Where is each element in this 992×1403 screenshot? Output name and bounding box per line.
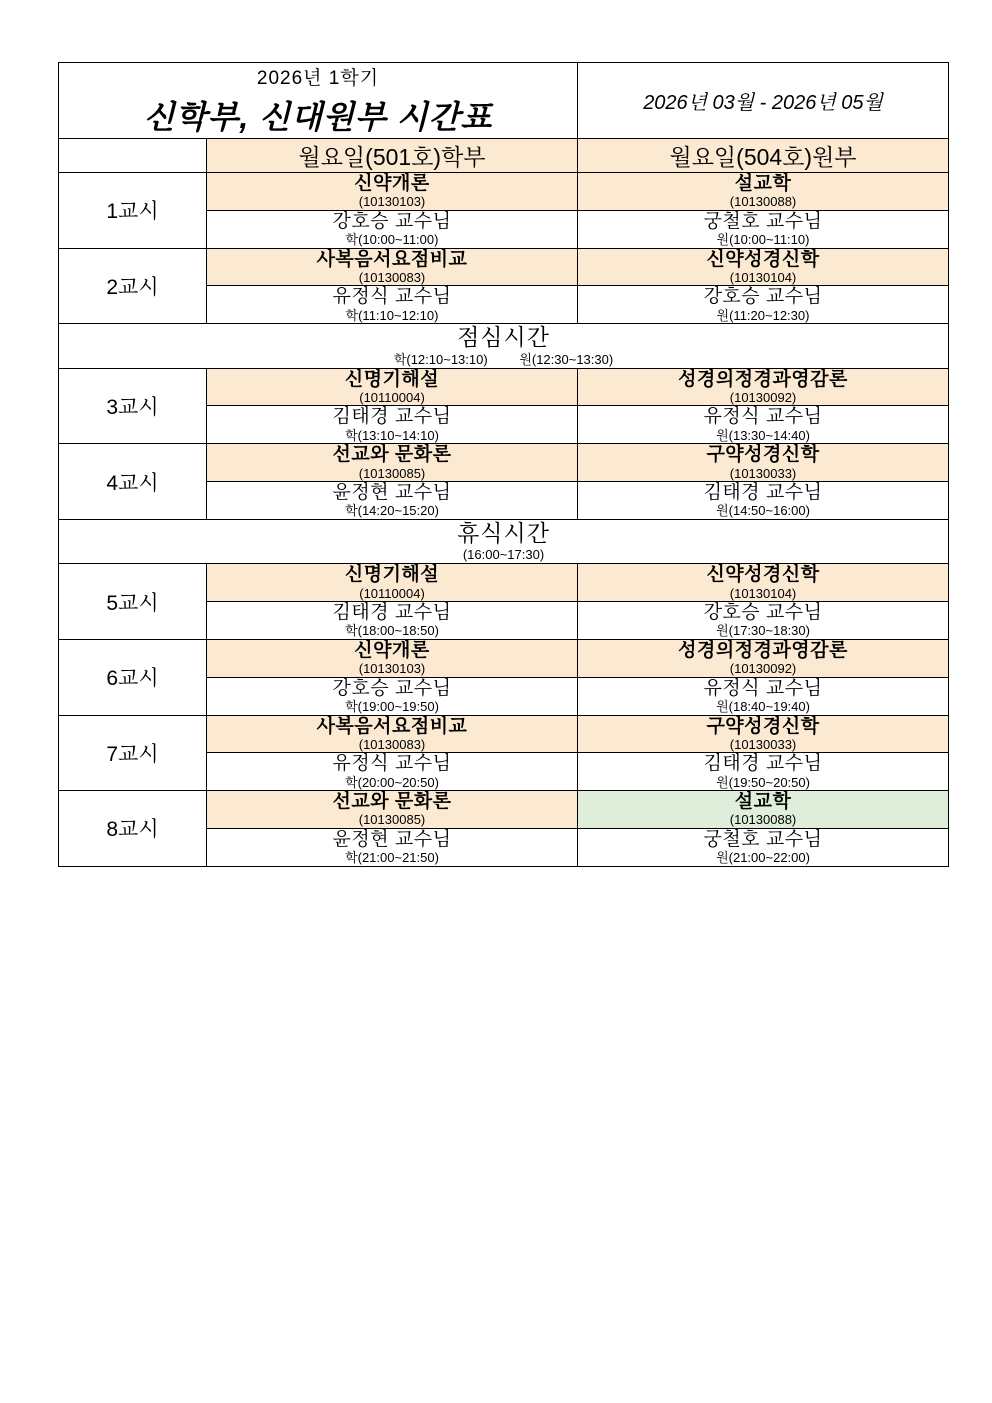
- course-code: (10110004): [359, 389, 425, 405]
- course-cell-highlighted: [578, 791, 949, 829]
- professor-cell: [578, 406, 949, 444]
- column-header-row: [59, 139, 949, 173]
- lunch-break-cell: [59, 324, 949, 368]
- class-time: 학(11:10~12:10): [345, 307, 439, 323]
- schedule-document: [58, 62, 948, 867]
- professor-name: 강호승 교수님: [703, 602, 823, 624]
- professor-name: 김태경 교수님: [703, 482, 823, 504]
- column-header-graduate: 월요일(504호)원부: [578, 139, 949, 173]
- professor-cell: [207, 210, 578, 248]
- professor-name: 궁철호 교수님: [703, 210, 823, 232]
- table-row: [59, 715, 949, 753]
- course-code: (10130104): [729, 585, 797, 601]
- course-code: (10130092): [729, 661, 797, 677]
- class-time: 원(13:30~14:40): [716, 427, 810, 443]
- rest-title: 휴식시간: [457, 519, 550, 546]
- course-cell: [578, 444, 949, 482]
- class-time: 원(11:20~12:30): [716, 307, 810, 323]
- course-cell: [578, 639, 949, 677]
- professor-name: 윤정현 교수님: [332, 482, 452, 504]
- course-name: 설교학: [734, 173, 792, 194]
- period-label: 4교시: [59, 444, 207, 520]
- course-code: (10130083): [358, 269, 426, 285]
- class-time: 원(14:50~16:00): [716, 503, 810, 519]
- table-row: [59, 639, 949, 677]
- document-header-row: [59, 63, 949, 139]
- table-row: [59, 564, 949, 602]
- class-time: 원(10:00~11:10): [716, 232, 810, 248]
- professor-name: 유정식 교수님: [332, 753, 452, 775]
- professor-cell: [578, 210, 949, 248]
- course-code: (10130085): [358, 812, 426, 828]
- period-label: 6교시: [59, 639, 207, 715]
- professor-cell: [578, 753, 949, 791]
- class-time: 원(19:50~20:50): [716, 774, 810, 790]
- schedule-table: [58, 62, 949, 867]
- rest-time: (16:00~17:30): [462, 547, 545, 563]
- class-time: 학(21:00~21:50): [345, 850, 439, 866]
- course-cell: [207, 791, 578, 829]
- course-name: 신약성경신학: [706, 564, 820, 586]
- course-name: 신명기해설: [344, 368, 440, 390]
- professor-name: 유정식 교수님: [703, 677, 823, 699]
- course-code: (10130088): [729, 194, 797, 210]
- course-cell: [207, 248, 578, 286]
- professor-name: 유정식 교수님: [703, 406, 823, 428]
- table-row: [59, 444, 949, 482]
- course-code: (10130092): [729, 389, 797, 405]
- professor-cell: [578, 602, 949, 640]
- course-name: 신약개론: [354, 639, 430, 661]
- rest-break-row: [59, 519, 949, 563]
- professor-cell: [207, 602, 578, 640]
- professor-name: 강호승 교수님: [332, 677, 452, 699]
- table-row: [59, 173, 949, 211]
- date-range-cell: 2026년 03월 - 2026년 05월: [578, 63, 949, 139]
- period-label: 7교시: [59, 715, 207, 791]
- course-code: (10130104): [729, 269, 797, 285]
- course-code: (10110004): [359, 585, 425, 601]
- professor-cell: [207, 677, 578, 715]
- table-row: [59, 368, 949, 406]
- course-code: (10130083): [358, 736, 426, 752]
- course-cell: [578, 564, 949, 602]
- page-title: 신학부, 신대원부 시간표: [143, 99, 493, 135]
- course-name: 구약성경신학: [706, 715, 820, 737]
- class-time: 학(13:10~14:10): [345, 427, 439, 443]
- lunch-time-undergrad: 학(12:10~13:10): [393, 351, 488, 367]
- professor-cell: [578, 677, 949, 715]
- professor-name: 강호승 교수님: [703, 286, 823, 308]
- period-label: 1교시: [59, 173, 207, 249]
- course-name: 선교와 문화론: [332, 791, 452, 813]
- course-code: (10130103): [358, 194, 426, 210]
- course-code: (10130103): [358, 661, 426, 677]
- course-name: 사복음서요점비교: [316, 248, 468, 270]
- professor-cell: [578, 286, 949, 324]
- course-code: (10130088): [729, 812, 797, 828]
- course-name: 성경의정경과영감론: [678, 639, 848, 661]
- class-time: 학(18:00~18:50): [345, 623, 439, 639]
- semester-label: 2026년 1학기: [256, 68, 380, 89]
- class-time: 원(18:40~19:40): [716, 698, 810, 714]
- course-name: 사복음서요점비교: [316, 715, 468, 737]
- professor-name: 윤정현 교수님: [332, 828, 452, 850]
- professor-name: 김태경 교수님: [703, 753, 823, 775]
- rest-break-cell: [59, 519, 949, 563]
- rest-times: [59, 548, 948, 563]
- lunch-break-row: [59, 324, 949, 368]
- professor-name: 김태경 교수님: [332, 602, 452, 624]
- course-name: 선교와 문화론: [332, 444, 452, 466]
- professor-name: 강호승 교수님: [332, 210, 452, 232]
- professor-name: 김태경 교수님: [332, 406, 452, 428]
- course-cell: [207, 715, 578, 753]
- course-name: 신약개론: [354, 173, 430, 194]
- column-header-undergrad: 월요일(501호)학부: [207, 139, 578, 173]
- class-time: 학(19:00~19:50): [345, 698, 439, 714]
- course-code: (10130085): [358, 465, 426, 481]
- course-code: (10130033): [729, 736, 797, 752]
- table-row: [59, 791, 949, 829]
- course-cell: [207, 173, 578, 211]
- lunch-title: 점심시간: [457, 324, 550, 351]
- professor-cell: [207, 406, 578, 444]
- class-time: 원(21:00~22:00): [716, 850, 810, 866]
- professor-cell: [207, 482, 578, 520]
- professor-name: 궁철호 교수님: [703, 828, 823, 850]
- professor-cell: [578, 482, 949, 520]
- course-code: (10130033): [729, 465, 797, 481]
- course-cell: [578, 248, 949, 286]
- professor-cell: [578, 828, 949, 866]
- course-cell: [578, 715, 949, 753]
- lunch-time-graduate: 원(12:30~13:30): [519, 351, 614, 367]
- professor-name: 유정식 교수님: [332, 286, 452, 308]
- course-name: 설교학: [734, 791, 792, 813]
- course-cell: [207, 444, 578, 482]
- course-cell: [578, 173, 949, 211]
- period-label: 5교시: [59, 564, 207, 640]
- period-column-header: [59, 139, 207, 173]
- course-cell: [207, 564, 578, 602]
- course-cell: [207, 639, 578, 677]
- course-name: 성경의정경과영감론: [678, 368, 848, 390]
- table-row: [59, 248, 949, 286]
- title-cell: [59, 63, 578, 139]
- class-time: 원(17:30~18:30): [716, 623, 810, 639]
- class-time: 학(20:00~20:50): [345, 774, 439, 790]
- period-label: 3교시: [59, 368, 207, 444]
- course-cell: [578, 368, 949, 406]
- course-name: 신약성경신학: [706, 248, 820, 270]
- professor-cell: [207, 286, 578, 324]
- course-name: 신명기해설: [344, 564, 440, 586]
- lunch-times: [59, 353, 948, 368]
- period-label: 8교시: [59, 791, 207, 867]
- period-label: 2교시: [59, 248, 207, 324]
- course-cell: [207, 368, 578, 406]
- class-time: 학(10:00~11:00): [345, 232, 439, 248]
- course-name: 구약성경신학: [706, 444, 820, 466]
- class-time: 학(14:20~15:20): [345, 503, 439, 519]
- professor-cell: [207, 828, 578, 866]
- professor-cell: [207, 753, 578, 791]
